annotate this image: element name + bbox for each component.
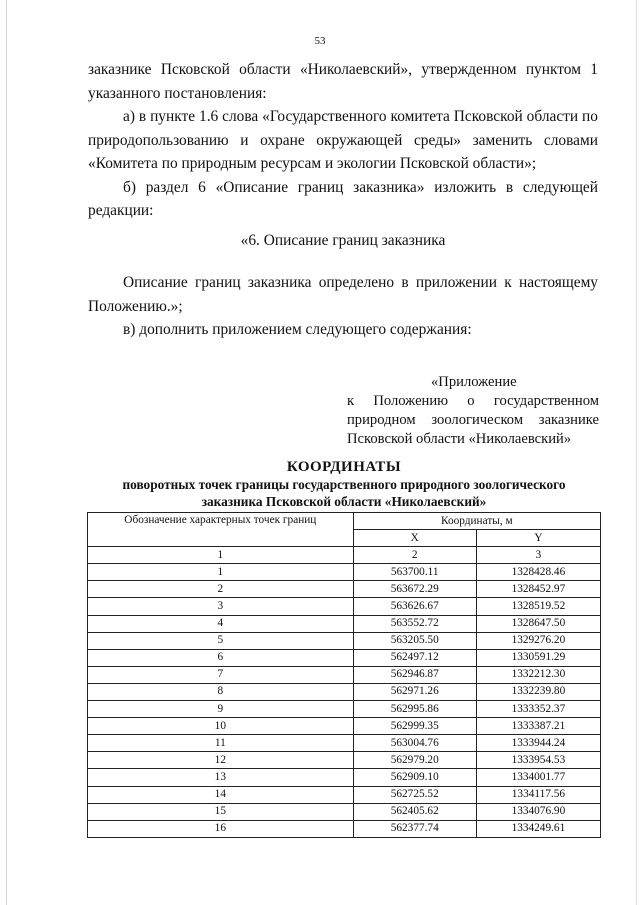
- point-id-cell: 6: [88, 649, 354, 666]
- numbering-cell: 2: [353, 547, 476, 564]
- y-coordinate-cell: 1334001.77: [476, 769, 600, 786]
- table-row: [88, 769, 601, 786]
- x-coordinate-cell: 563205.50: [353, 632, 476, 649]
- table-row: [88, 666, 601, 683]
- y-coordinate-cell: 1332212.30: [476, 666, 600, 683]
- scan-edge-left: [6, 0, 7, 905]
- point-id-cell: 8: [88, 683, 354, 700]
- y-coordinate-cell: 1330591.29: [476, 649, 600, 666]
- point-id-cell: 3: [88, 598, 354, 615]
- x-coordinate-cell: 562971.26: [353, 683, 476, 700]
- appendix-line-2: к Положению о государственном: [347, 393, 599, 409]
- x-coordinate-cell: 562979.20: [353, 752, 476, 769]
- point-id-cell: 15: [88, 803, 354, 820]
- y-coordinate-cell: 1333944.24: [476, 735, 600, 752]
- y-coordinate-cell: 1333387.21: [476, 718, 600, 735]
- paragraph-item-b: б) раздел 6 «Описание границ заказника» изложить в следующей редакции:: [88, 178, 598, 219]
- numbering-cell: 3: [476, 547, 600, 564]
- table-row: [88, 803, 601, 820]
- heading-subtitle-1: поворотных точек границы государственного природного зоологического: [122, 477, 566, 492]
- coordinates-heading: [84, 459, 604, 510]
- point-id-cell: 16: [88, 820, 354, 837]
- table-header-row: [88, 513, 601, 530]
- point-id-cell: 4: [88, 615, 354, 632]
- appendix-block: [347, 373, 599, 449]
- x-coordinate-cell: 562946.87: [353, 666, 476, 683]
- table-row: [88, 564, 601, 581]
- x-coordinate-cell: 563672.29: [353, 581, 476, 598]
- table-numbering-row: [88, 547, 601, 564]
- point-id-cell: 5: [88, 632, 354, 649]
- x-coordinate-cell: 563700.11: [353, 564, 476, 581]
- paragraph-item-a: а) в пункте 1.6 слова «Государственного комитета Псковской области по природопользованию и охране окружающей среды» заменить словами «Комитета по природным ресурсам и экологии Псковской области»;: [88, 108, 598, 172]
- point-id-cell: 7: [88, 666, 354, 683]
- heading-subtitle-2: заказника Псковской области «Николаевский»: [201, 494, 487, 509]
- x-coordinate-cell: 562995.86: [353, 701, 476, 718]
- table-row: [88, 752, 601, 769]
- section-title: «6. Описание границ заказника: [240, 231, 446, 249]
- y-coordinate-cell: 1332239.80: [476, 683, 600, 700]
- point-id-cell: 11: [88, 735, 354, 752]
- appendix-line-4: Псковской области «Николаевский»: [347, 431, 572, 447]
- y-coordinate-cell: 1328452.97: [476, 581, 600, 598]
- column-header-x: X: [353, 530, 476, 547]
- heading-title: КООРДИНАТЫ: [286, 459, 402, 475]
- paragraph-continuation: заказнике Псковской области «Николаевский», утвержденном пунктом 1 указанного постановления:: [88, 61, 598, 102]
- y-coordinate-cell: 1333352.37: [476, 701, 600, 718]
- x-coordinate-cell: 562497.12: [353, 649, 476, 666]
- table-row: [88, 632, 601, 649]
- x-coordinate-cell: 563004.76: [353, 735, 476, 752]
- column-header-points: Обозначение характерных точек границ: [88, 513, 354, 547]
- table-row: [88, 701, 601, 718]
- table-row: [88, 615, 601, 632]
- point-id-cell: 9: [88, 701, 354, 718]
- numbering-cell: 1: [88, 547, 354, 564]
- y-coordinate-cell: 1328647.50: [476, 615, 600, 632]
- table-row: [88, 718, 601, 735]
- scan-edge-right: [636, 0, 637, 905]
- page-number: 53: [314, 35, 326, 47]
- paragraph-description: Описание границ заказника определено в приложении к настоящему Положению.»;: [88, 274, 598, 315]
- table-row: [88, 786, 601, 803]
- x-coordinate-cell: 562377.74: [353, 820, 476, 837]
- x-coordinate-cell: 563552.72: [353, 615, 476, 632]
- point-id-cell: 2: [88, 581, 354, 598]
- y-coordinate-cell: 1334117.56: [476, 786, 600, 803]
- body-text: [88, 58, 598, 342]
- appendix-line-3: природном зоологическом заказнике: [347, 412, 599, 428]
- table-row: [88, 598, 601, 615]
- table-row: [88, 820, 601, 837]
- table-row: [88, 735, 601, 752]
- table-row: [88, 649, 601, 666]
- x-coordinate-cell: 562999.35: [353, 718, 476, 735]
- table-row: [88, 581, 601, 598]
- y-coordinate-cell: 1333954.53: [476, 752, 600, 769]
- x-coordinate-cell: 562725.52: [353, 786, 476, 803]
- y-coordinate-cell: 1329276.20: [476, 632, 600, 649]
- appendix-line-1: «Приложение: [431, 374, 517, 390]
- y-coordinate-cell: 1334249.61: [476, 820, 600, 837]
- point-id-cell: 14: [88, 786, 354, 803]
- x-coordinate-cell: 563626.67: [353, 598, 476, 615]
- y-coordinate-cell: 1334076.90: [476, 803, 600, 820]
- paragraph-item-c: в) дополнить приложением следующего содержания:: [123, 321, 472, 338]
- x-coordinate-cell: 562909.10: [353, 769, 476, 786]
- point-id-cell: 13: [88, 769, 354, 786]
- point-id-cell: 12: [88, 752, 354, 769]
- x-coordinate-cell: 562405.62: [353, 803, 476, 820]
- column-header-coordinates: Координаты, м: [353, 513, 600, 530]
- table-row: [88, 683, 601, 700]
- point-id-cell: 1: [88, 564, 354, 581]
- point-id-cell: 10: [88, 718, 354, 735]
- coordinates-table: [87, 512, 601, 838]
- column-header-y: Y: [476, 530, 600, 547]
- y-coordinate-cell: 1328428.46: [476, 564, 600, 581]
- y-coordinate-cell: 1328519.52: [476, 598, 600, 615]
